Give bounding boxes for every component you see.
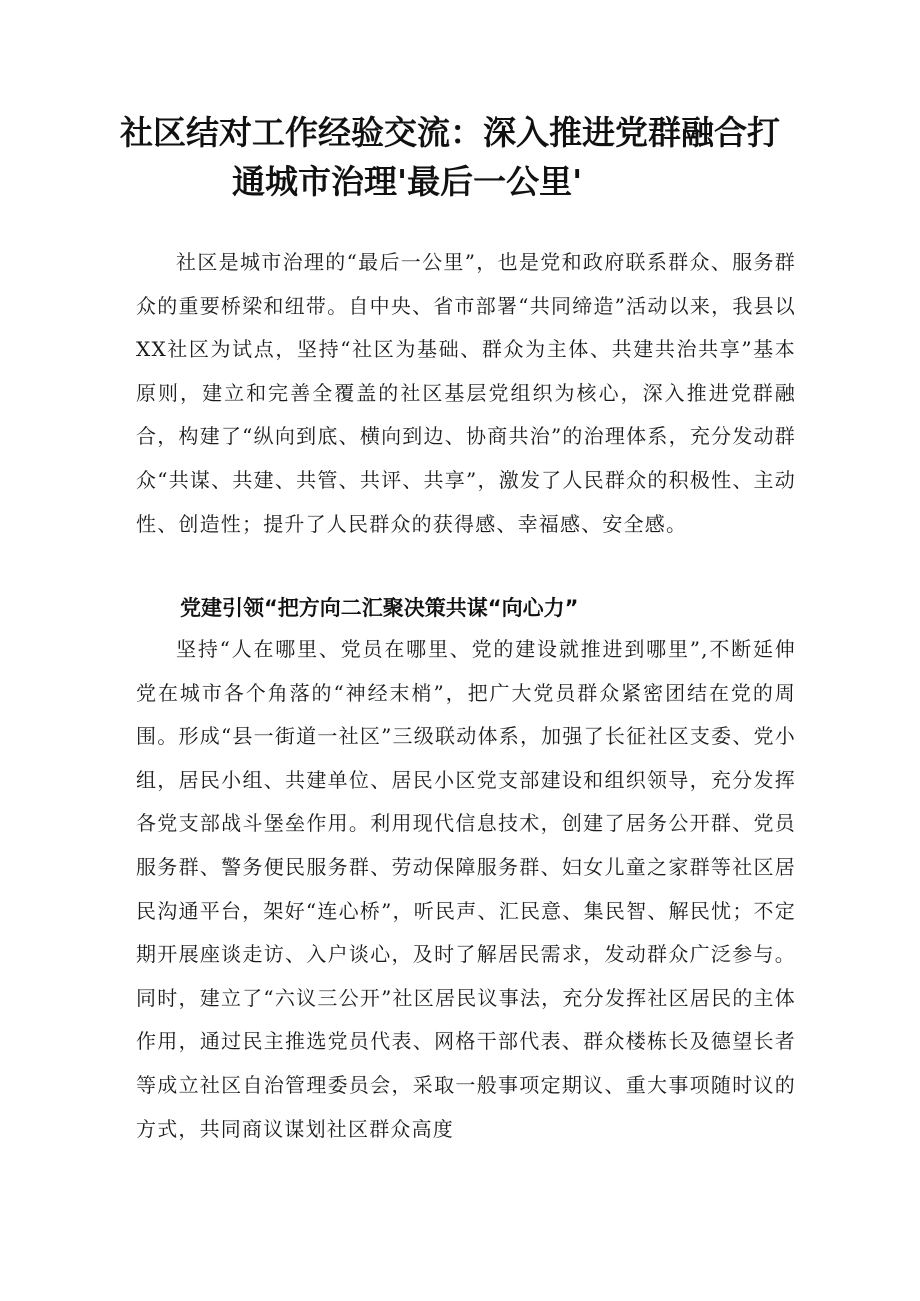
intro-paragraph: 社区是城市治理的“最后一公里”，也是党和政府联系群众、服务群众的重要桥梁和纽带。自中央、省市部署“共同缔造”活动以来，我县以XX社区为试点，坚持“社区为基础、群众为主体、共建共治共享”基本原则，建立和完善全覆盖的社区基层党组织为核心，深入推进党群融合，构建了“纵向到底、横向到边、协商共治”的治理体系，充分发动群众“共谋、共建、共管、共评、共享”，激发了人民群众的积极性、主动性、创造性；提升了人民群众的获得感、幸福感、安全感。 bbox=[136, 250, 796, 536]
document-title bbox=[120, 108, 820, 206]
section-paragraph: 坚持“人在哪里、党员在哪里、党的建设就推进到哪里”,不断延伸党在城市各个角落的“神经末梢”，把广大党员群众紧密团结在党的周围。形成“县一街道一社区”三级联动体系，加强了长征社区支委、党小组，居民小组、共建单位、居民小区党支部建设和组织领导，充分发挥各党支部战斗堡垒作用。利用现代信息技术，创建了居务公开群、党员服务群、警务便民服务群、劳动保障服务群、妇女儿童之家群等社区居民沟通平台，架好“连心桥”，听民声、汇民意、集民智、解民忧；不定期开展座谈走访、入户谈心，及时了解居民需求，发动群众广泛参与。同时，建立了“六议三公开”社区居民议事法，充分发挥社区居民的主体作用，通过民主推选党员代表、网格干部代表、群众楼栋长及德望长者等成立社区自治管理委员会，采取一般事项定期议、重大事项随时议的方式，共同商议谋划社区群众高度 bbox=[136, 637, 796, 1141]
section-heading: 党建引领“把方向二汇聚决策共谋“向心力” bbox=[180, 596, 579, 620]
title-line-1: 社区结对工作经验交流：深入推进党群融合打 bbox=[120, 113, 780, 152]
title-line-2: 通城市治理'最后一公里' bbox=[232, 162, 583, 201]
